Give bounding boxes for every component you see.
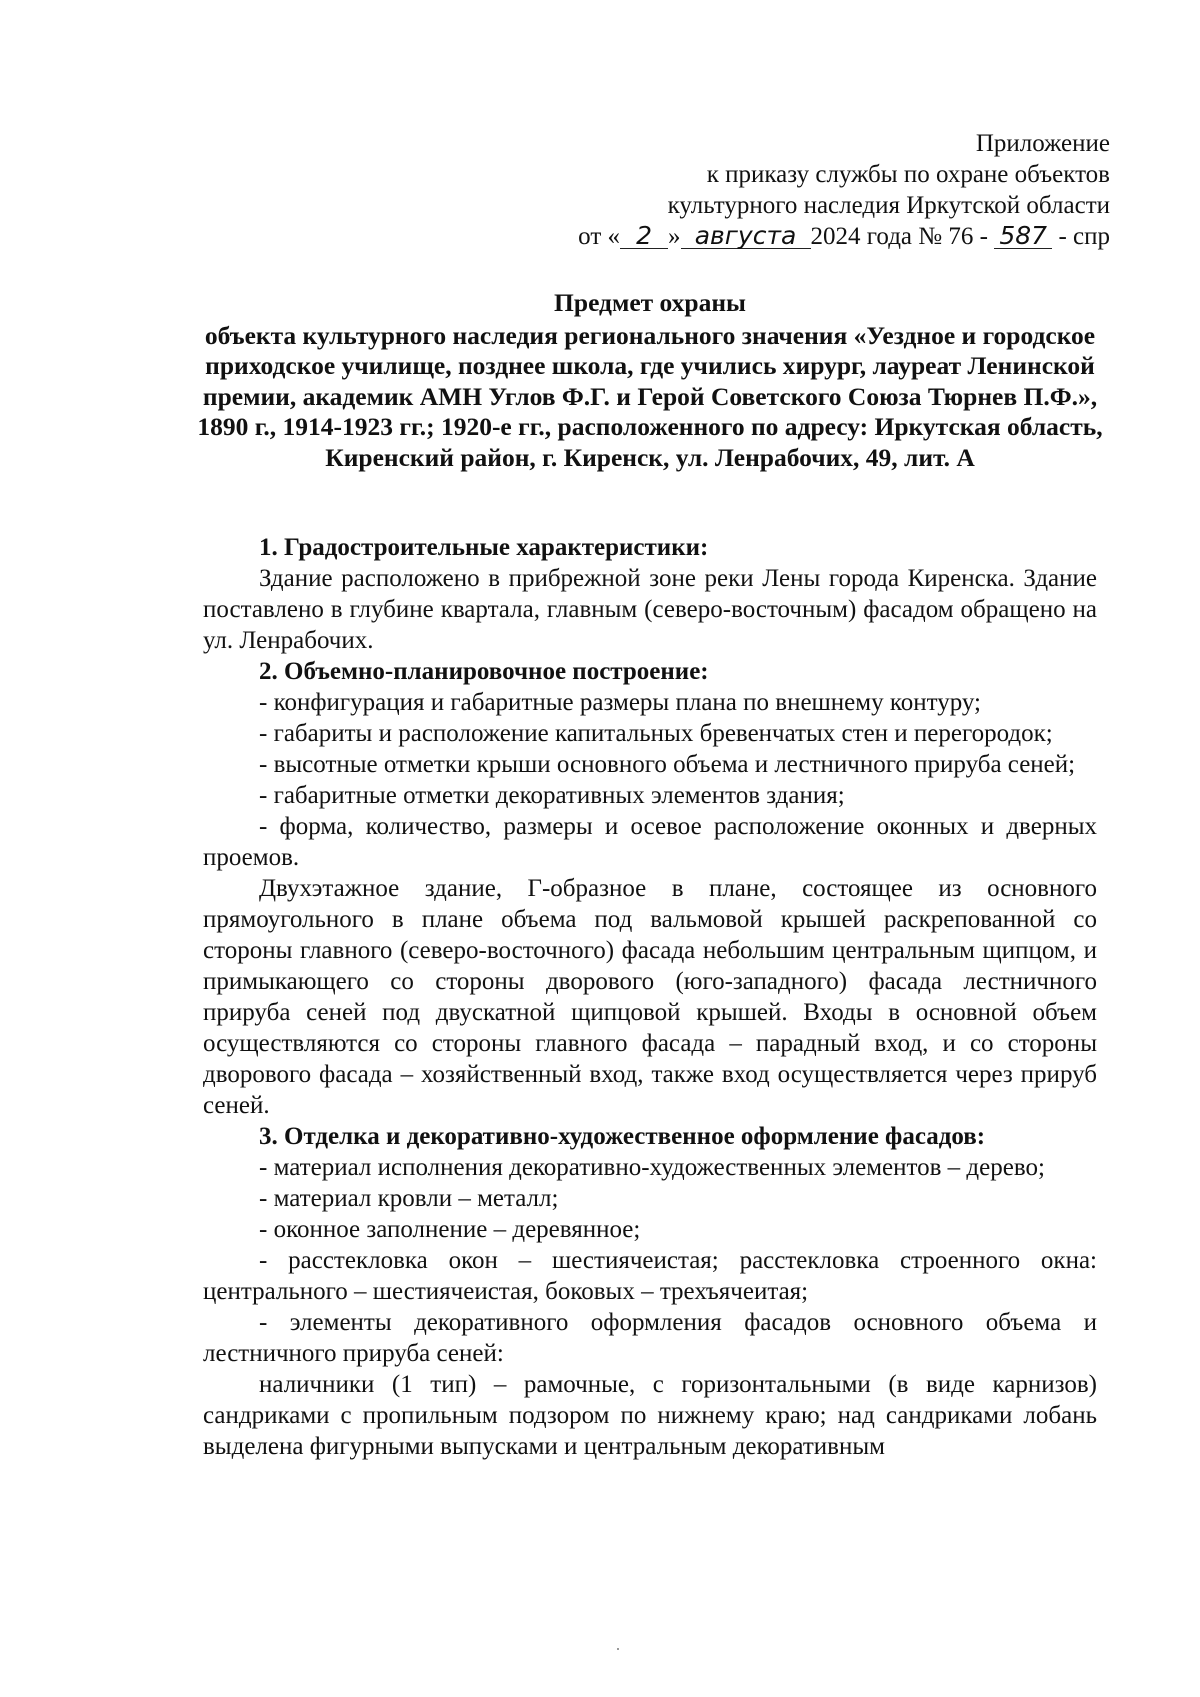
list-item: - конфигурация и габаритные размеры плана по внешнему контуру; bbox=[259, 689, 981, 716]
section-1-paragraph: Здание расположено в прибрежной зоне реки Лены города Киренска. Здание поставлено в глубине квартала, главным (северо-восточным) фасадом обращено на ул. Ленрабочих. bbox=[203, 565, 1097, 654]
year-and-number-prefix: 2024 года № 76 - bbox=[810, 223, 988, 250]
section-2-paragraph: Двухэтажное здание, Г-образное в плане, состоящее из основного прямоугольного в плане объема под вальмовой крышей раскрепованной со стороны главного (северо-восточного) фасада небольшим центральным щипцом, и примыкающего со стороны дворового (юго-западного) фасада лестничного прируба сеней под двускатной щипцовой крышей. Входы в основной объем осуществляются со стороны главного фасада – парадный вход, и со стороны дворового фасада – хозяйственный вход, также вход осуществляется через прируб сеней. bbox=[203, 875, 1097, 1119]
list-item: - форма, количество, размеры и осевое расположение оконных и дверных проемов. bbox=[203, 813, 1097, 871]
handwritten-month: августа bbox=[681, 224, 811, 249]
document-title bbox=[190, 288, 1110, 473]
date-mid: » bbox=[668, 223, 681, 250]
list-item: - габаритные отметки декоративных элементов здания; bbox=[259, 782, 845, 809]
date-prefix: от « bbox=[578, 223, 621, 250]
list-item: - материал исполнения декоративно-художественных элементов – дерево; bbox=[259, 1154, 1045, 1181]
appendix-label: Приложение bbox=[975, 130, 1110, 157]
scan-speck bbox=[617, 1648, 619, 1650]
list-item: - расстекловка окон – шестиячеистая; расстекловка строенного окна: центрального – шестиячеистая, боковых – трехъячеитая; bbox=[203, 1247, 1097, 1305]
list-item: - оконное заполнение – деревянное; bbox=[259, 1216, 641, 1243]
order-date-line bbox=[578, 221, 1110, 252]
title-main: Предмет охраны bbox=[554, 288, 746, 317]
order-reference: к приказу службы по охране объектов bbox=[706, 161, 1110, 188]
list-item: - элементы декоративного оформления фасадов основного объема и лестничного прируба сеней: bbox=[203, 1309, 1097, 1367]
list-item: - габариты и расположение капитальных бревенчатых стен и перегородок; bbox=[259, 720, 1053, 747]
list-item: - высотные отметки крыши основного объема и лестничного прируба сеней; bbox=[259, 751, 1076, 778]
document-body bbox=[203, 532, 1097, 1462]
issuing-authority: культурного наследия Иркутской области bbox=[667, 192, 1110, 219]
section-3-paragraph: наличники (1 тип) – рамочные, с горизонтальными (в виде карнизов) сандриками с пропильным подзором по нижнему краю; над сандриками лобань выделена фигурными выпусками и центральным декоративным bbox=[203, 1371, 1097, 1460]
section-3-heading: 3. Отделка и декоративно-художественное оформление фасадов: bbox=[259, 1123, 986, 1150]
handwritten-day: 2 bbox=[620, 224, 668, 249]
list-item: - материал кровли – металл; bbox=[259, 1185, 559, 1212]
handwritten-order-number: 587 bbox=[994, 224, 1052, 249]
appendix-header bbox=[578, 128, 1110, 252]
section-1-heading: 1. Градостроительные характеристики: bbox=[259, 534, 709, 561]
title-object-description: объекта культурного наследия регионального значения «Уездное и городское приходское училище, позднее школа, где учились хирург, лауреат Ленинской премии, академик АМН Углов Ф.Г. и Герой Советского Союза Тюрнев П.Ф.», 1890 г., 1914-1923 гг.; 1920-е гг., расположенного по адресу: Иркутская область, Киренский район, г. Киренск, ул. Ленрабочих, 49, лит. А bbox=[197, 320, 1103, 472]
order-suffix: - спр bbox=[1058, 223, 1110, 250]
section-2-heading: 2. Объемно-планировочное построение: bbox=[259, 658, 709, 685]
